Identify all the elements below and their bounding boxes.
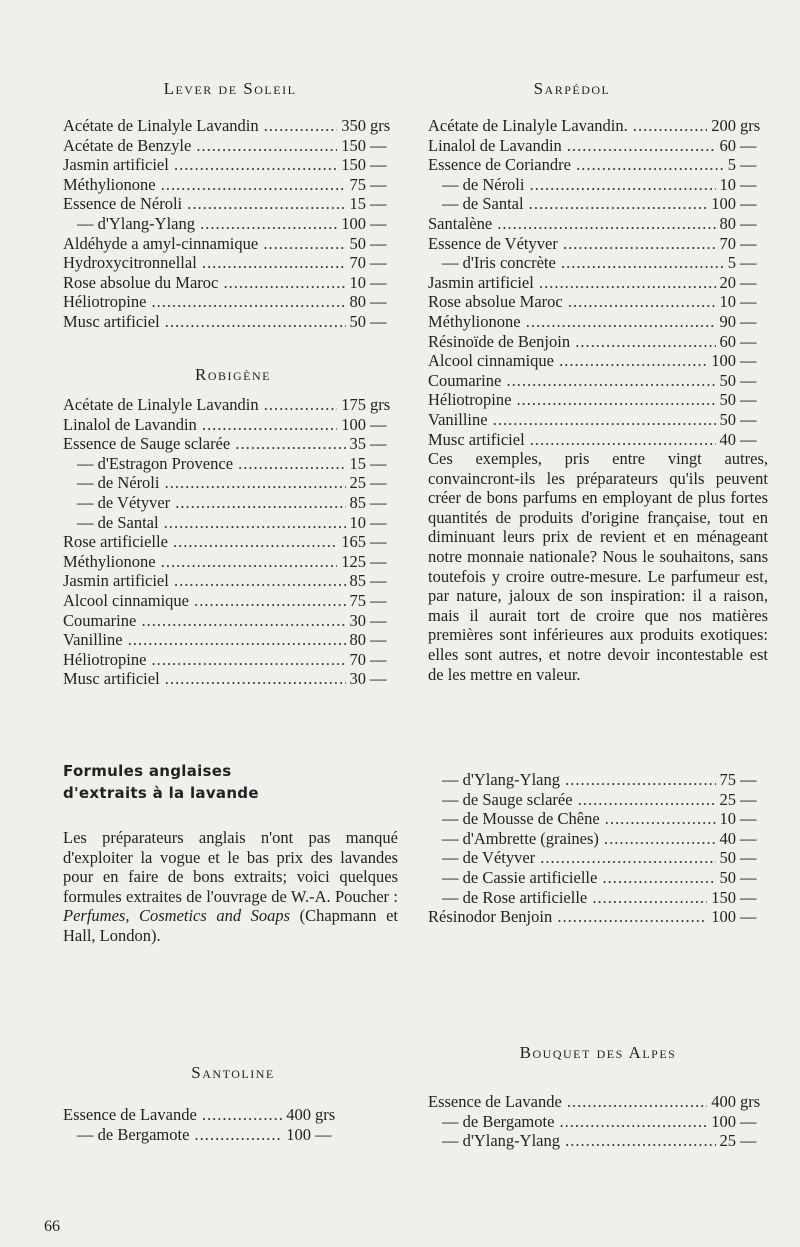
ingredient-unit: —: [740, 253, 757, 273]
ingredient-name: Musc artificiel .....: [428, 430, 716, 450]
ingredient-name: — de Mousse de Chêne .....: [428, 809, 716, 829]
ingredient-name: Essence de Lavande .....: [63, 1105, 282, 1125]
ingredient-name: — de Bergamote .....: [63, 1125, 282, 1145]
bouquet-des-alpes-formula: [428, 1092, 768, 1151]
ingredient-name: Jasmin artificiel .....: [63, 155, 337, 175]
ingredient-unit: —: [370, 233, 387, 253]
ingredient-unit: —: [370, 155, 387, 175]
ingredient-quantity: 70: [349, 253, 366, 273]
heading-bouquet-des-alpes: Bouquet des Alpes: [519, 1043, 677, 1062]
ingredient-name: — d'Estragon Provence .....: [63, 454, 346, 474]
ingredient-unit: —: [740, 194, 757, 214]
ingredient-quantity: 200: [711, 116, 736, 135]
ingredient-quantity: 25: [719, 789, 736, 809]
ingredient-quantity: 50: [349, 233, 366, 253]
ingredient-name: Résinoïde de Benjoin .....: [428, 332, 716, 352]
formula-row: [428, 1092, 768, 1112]
ingredient-name: Méthylionone .....: [63, 552, 337, 572]
ingredient-unit: grs: [315, 1105, 336, 1124]
ingredient-unit: —: [740, 390, 757, 410]
lever-de-soleil-formula: [63, 116, 398, 332]
formula-row: [428, 273, 768, 293]
ingredient-unit: grs: [740, 116, 761, 135]
formules-title-line2: d'extraits à la lavande: [63, 784, 259, 802]
ingredient-quantity: 5: [727, 155, 736, 175]
ingredient-quantity: 100: [341, 414, 366, 434]
ingredient-quantity: 150: [341, 135, 366, 155]
formula-row: [63, 415, 398, 435]
formula-row: [63, 395, 398, 415]
ingredient-name: Acétate de Linalyle Lavandin .....: [63, 116, 337, 136]
ingredient-unit: —: [370, 532, 387, 552]
ingredient-unit: —: [370, 194, 387, 214]
ingredient-quantity: 30: [349, 610, 366, 630]
ingredient-quantity: 75: [349, 174, 366, 194]
ingredient-name: Linalol de Lavandin .....: [428, 136, 716, 156]
formula-row: [63, 591, 398, 611]
ingredient-name: Essence de Coriandre .....: [428, 155, 724, 175]
ingredient-name: Jasmin artificiel .....: [63, 571, 346, 591]
ingredient-quantity: 85: [349, 492, 366, 512]
ingredient-name: Aldéhyde a amyl-cinnamique .....: [63, 234, 346, 254]
ingredient-name: — d'Ambrette (graines) .....: [428, 829, 716, 849]
ingredient-quantity: 50: [719, 867, 736, 887]
ingredient-unit: —: [370, 174, 387, 194]
ingredient-name: — d'Ylang-Ylang .....: [428, 1131, 716, 1151]
ingredient-quantity: 50: [719, 848, 736, 868]
ingredient-name: Essence de Lavande .....: [428, 1092, 707, 1112]
formula-row: [63, 136, 398, 156]
formula-row: [428, 907, 768, 927]
ingredient-quantity: 10: [349, 272, 366, 292]
ingredient-quantity: 40: [719, 828, 736, 848]
ingredient-unit: —: [370, 311, 387, 331]
heading-robigene: Robigène: [195, 365, 271, 384]
ingredient-unit: —: [740, 409, 757, 429]
formula-row: [63, 552, 398, 572]
ingredient-unit: —: [370, 590, 387, 610]
santoline-formula: [63, 1105, 343, 1144]
ingredient-unit: —: [370, 453, 387, 473]
ingredient-quantity: 10: [719, 809, 736, 829]
ingredient-name: Musc artificiel .....: [63, 312, 346, 332]
ingredient-name: — de Vétyver .....: [63, 493, 346, 513]
formula-row: [63, 473, 398, 493]
formula-row: [63, 273, 398, 293]
ingredient-name: Essence de Vétyver .....: [428, 234, 716, 254]
ingredient-name: Hydroxycitronnellal .....: [63, 253, 346, 273]
formula-row: [428, 312, 768, 332]
ingredient-name: Acétate de Benzyle .....: [63, 136, 337, 156]
ingredient-unit: —: [370, 135, 387, 155]
ingredient-unit: —: [740, 174, 757, 194]
formules-text-post: (Chapmann et Hall, London).: [63, 906, 398, 945]
ingredient-unit: —: [370, 669, 387, 689]
ingredient-unit: —: [740, 770, 757, 789]
formula-row: [63, 292, 398, 312]
ingredient-name: Héliotropine .....: [63, 292, 346, 312]
ingredient-quantity: 30: [349, 669, 366, 689]
formula-row: [63, 650, 398, 670]
ingredient-name: Vanilline .....: [63, 630, 346, 650]
ingredient-name: — de Santal .....: [428, 194, 707, 214]
ingredient-quantity: 60: [719, 331, 736, 351]
formula-row: [63, 1125, 343, 1145]
ingredient-quantity: 50: [719, 390, 736, 410]
formula-row: [63, 155, 398, 175]
formula-row: [428, 410, 768, 430]
ingredient-quantity: 75: [349, 590, 366, 610]
formules-title-line1: Formules anglaises: [63, 762, 232, 780]
formula-row: [63, 214, 398, 234]
ingredient-quantity: 70: [349, 649, 366, 669]
formula-row: [63, 611, 398, 631]
ingredient-name: Héliotropine .....: [63, 650, 346, 670]
ingredient-unit: —: [740, 351, 757, 371]
formules-anglaises-title: [63, 760, 259, 804]
ingredient-name: Méthylionone .....: [63, 175, 346, 195]
ingredient-unit: —: [370, 253, 387, 273]
sarpedol-formula: [428, 116, 768, 449]
heading-santoline: Santoline: [191, 1063, 275, 1082]
formula-row: [428, 868, 768, 888]
formula-row: [428, 829, 768, 849]
ingredient-unit: —: [370, 473, 387, 493]
ingredient-unit: —: [740, 331, 757, 351]
ingredient-unit: —: [740, 213, 757, 233]
ingredient-unit: —: [740, 887, 757, 907]
ingredient-name: — de Sauge sclarée .....: [428, 790, 716, 810]
ingredient-quantity: 150: [711, 887, 736, 907]
ingredient-quantity: 85: [349, 571, 366, 591]
ingredient-quantity: 100: [711, 194, 736, 214]
ingredient-quantity: 35: [349, 434, 366, 454]
formula-row: [63, 253, 398, 273]
ingredient-unit: —: [370, 434, 387, 454]
ingredient-unit: —: [740, 233, 757, 253]
formula-row: [63, 116, 398, 136]
formules-text-pre: Les préparateurs anglais n'ont pas manqué d'exploiter la vogue et le bas prix des lavandes pour en faire de bons extraits; voici quelques formules extraites de l'ouvrage de W.-A. Poucher :: [63, 828, 398, 906]
heading-sarpedol: Sarpédol: [533, 79, 611, 98]
heading-lever-de-soleil: Lever de Soleil: [163, 79, 297, 98]
ingredient-unit: —: [370, 571, 387, 591]
ingredient-name: — de Néroli .....: [63, 473, 346, 493]
ingredient-unit: —: [370, 272, 387, 292]
ingredient-name: Rose absolue du Maroc .....: [63, 273, 346, 293]
formules-continued-list: [428, 770, 768, 927]
ingredient-unit: —: [740, 828, 757, 848]
ingredient-name: — de Rose artificielle .....: [428, 888, 707, 908]
ingredient-unit: —: [370, 414, 387, 434]
ingredient-unit: —: [315, 1124, 332, 1144]
ingredient-unit: —: [740, 848, 757, 868]
ingredient-name: — de Néroli .....: [428, 175, 716, 195]
ingredient-name: Vanilline .....: [428, 410, 716, 430]
ingredient-quantity: 70: [719, 233, 736, 253]
ingredient-unit: —: [740, 135, 757, 155]
ingredient-name: Acétate de Linalyle Lavandin. .....: [428, 116, 707, 136]
ingredient-name: — de Vétyver .....: [428, 848, 716, 868]
ingredient-quantity: 400: [711, 1092, 736, 1111]
ingredient-name: Santalène .....: [428, 214, 716, 234]
ingredient-unit: —: [740, 867, 757, 887]
formula-row: [428, 253, 768, 273]
ingredient-unit: —: [740, 311, 757, 331]
formula-row: [428, 116, 768, 136]
ingredient-quantity: 100: [711, 1111, 736, 1131]
ingredient-unit: —: [370, 630, 387, 650]
ingredient-quantity: 10: [719, 292, 736, 312]
ingredient-quantity: 40: [719, 429, 736, 449]
ingredient-quantity: 175: [341, 395, 366, 414]
ingredient-name: Rose absolue Maroc .....: [428, 292, 716, 312]
formula-row: [428, 770, 768, 790]
ingredient-quantity: 100: [711, 351, 736, 371]
ingredient-unit: —: [740, 370, 757, 390]
formula-row: [428, 175, 768, 195]
ingredient-unit: —: [740, 155, 757, 175]
ingredient-name: Musc artificiel .....: [63, 669, 346, 689]
ingredient-unit: —: [370, 492, 387, 512]
ingredient-name: Acétate de Linalyle Lavandin .....: [63, 395, 337, 415]
ingredient-quantity: 90: [719, 311, 736, 331]
ingredient-unit: —: [740, 272, 757, 292]
formula-row: [63, 513, 398, 533]
ingredient-quantity: 80: [349, 292, 366, 312]
formula-row: [428, 1131, 768, 1151]
ingredient-name: Alcool cinnamique .....: [63, 591, 346, 611]
ingredient-unit: —: [740, 907, 757, 927]
formula-row: [428, 430, 768, 450]
ingredient-quantity: 400: [286, 1105, 311, 1124]
ingredient-quantity: 5: [727, 253, 736, 273]
page-number: 66: [44, 1218, 60, 1235]
sarpedol-paragraph: Ces exemples, pris entre vingt autres, convaincront-ils les préparateurs qu'ils peuvent créer de bons parfums en employant de plus fortes quantités de produits d'origine française, tout en diminuant leurs prix de revient et en ménageant notre monnaie nationale? Nous le souhaitons, sans toutefois y croire outre-mesure. Le parfumeur est, par nature, jaloux de son inspiration: il a raison, mais il aurait tort de croire que nos matières premières sont inférieures aux produits exotiques: elles sont autres, et notre devoir incontestable est de les mettre en valeur.: [428, 449, 768, 684]
ingredient-name: — d'Ylang-Ylang .....: [63, 214, 337, 234]
ingredient-quantity: 60: [719, 135, 736, 155]
formula-row: [428, 371, 768, 391]
ingredient-name: Essence de Sauge sclarée .....: [63, 434, 346, 454]
formula-row: [428, 848, 768, 868]
ingredient-quantity: 165: [341, 532, 366, 552]
formula-row: [428, 809, 768, 829]
ingredient-quantity: 80: [719, 213, 736, 233]
formula-row: [63, 312, 398, 332]
formula-row: [63, 194, 398, 214]
ingredient-quantity: 100: [341, 213, 366, 233]
ingredient-unit: —: [740, 292, 757, 312]
ingredient-name: Coumarine .....: [428, 371, 716, 391]
formula-row: [63, 669, 398, 689]
ingredient-unit: —: [740, 809, 757, 829]
ingredient-name: — d'Iris concrète .....: [428, 253, 724, 273]
ingredient-quantity: 125: [341, 551, 366, 571]
ingredient-quantity: 10: [719, 174, 736, 194]
ingredient-unit: —: [370, 292, 387, 312]
ingredient-quantity: 15: [349, 194, 366, 214]
formula-row: [428, 390, 768, 410]
ingredient-quantity: 15: [349, 453, 366, 473]
formula-row: [428, 136, 768, 156]
formula-row: [63, 234, 398, 254]
ingredient-unit: grs: [370, 116, 391, 135]
formula-row: [63, 175, 398, 195]
ingredient-name: Linalol de Lavandin .....: [63, 415, 337, 435]
ingredient-name: — de Santal .....: [63, 513, 346, 533]
ingredient-quantity: 10: [349, 512, 366, 532]
ingredient-name: Jasmin artificiel .....: [428, 273, 716, 293]
ingredient-quantity: 50: [349, 311, 366, 331]
formula-row: [63, 493, 398, 513]
ingredient-name: Alcool cinnamique .....: [428, 351, 707, 371]
ingredient-name: — de Bergamote .....: [428, 1112, 707, 1132]
formula-row: [63, 454, 398, 474]
formula-row: [428, 888, 768, 908]
formula-row: [428, 292, 768, 312]
ingredient-unit: —: [370, 649, 387, 669]
ingredient-quantity: 100: [286, 1124, 311, 1144]
ingredient-name: — d'Ylang-Ylang .....: [428, 770, 716, 790]
ingredient-unit: —: [370, 512, 387, 532]
formula-row: [63, 571, 398, 591]
formula-row: [428, 155, 768, 175]
ingredient-unit: —: [740, 789, 757, 809]
ingredient-name: Rose artificielle .....: [63, 532, 337, 552]
formula-row: [63, 1105, 343, 1125]
formula-row: [63, 532, 398, 552]
ingredient-quantity: 20: [719, 272, 736, 292]
formula-row: [428, 332, 768, 352]
ingredient-unit: —: [740, 429, 757, 449]
ingredient-unit: —: [740, 1111, 757, 1131]
ingredient-quantity: 50: [719, 409, 736, 429]
ingredient-quantity: 150: [341, 155, 366, 175]
ingredient-name: Méthylionone .....: [428, 312, 716, 332]
robigene-formula: [63, 395, 398, 689]
formules-intro-paragraph: [63, 828, 398, 946]
ingredient-name: Essence de Néroli .....: [63, 194, 346, 214]
formula-row: [63, 434, 398, 454]
ingredient-quantity: 25: [349, 473, 366, 493]
ingredient-quantity: 50: [719, 370, 736, 390]
ingredient-name: Héliotropine .....: [428, 390, 716, 410]
formula-row: [63, 630, 398, 650]
formula-row: [428, 351, 768, 371]
ingredient-quantity: 75: [719, 770, 736, 789]
ingredient-unit: —: [370, 213, 387, 233]
ingredient-name: Résinodor Benjoin .....: [428, 907, 707, 927]
formula-row: [428, 790, 768, 810]
formula-row: [428, 234, 768, 254]
ingredient-unit: —: [740, 1131, 757, 1151]
ingredient-name: Coumarine .....: [63, 611, 346, 631]
ingredient-quantity: 100: [711, 907, 736, 927]
ingredient-unit: —: [370, 610, 387, 630]
ingredient-unit: grs: [370, 395, 391, 414]
formula-row: [428, 214, 768, 234]
ingredient-quantity: 80: [349, 630, 366, 650]
formula-row: [428, 194, 768, 214]
ingredient-name: — de Cassie artificielle .....: [428, 868, 716, 888]
formules-book-title: Perfumes, Cosmetics and Soaps: [63, 906, 291, 926]
ingredient-quantity: 350: [341, 116, 366, 135]
formula-row: [428, 1112, 768, 1132]
ingredient-unit: grs: [740, 1092, 761, 1111]
ingredient-unit: —: [370, 551, 387, 571]
ingredient-quantity: 25: [719, 1131, 736, 1151]
